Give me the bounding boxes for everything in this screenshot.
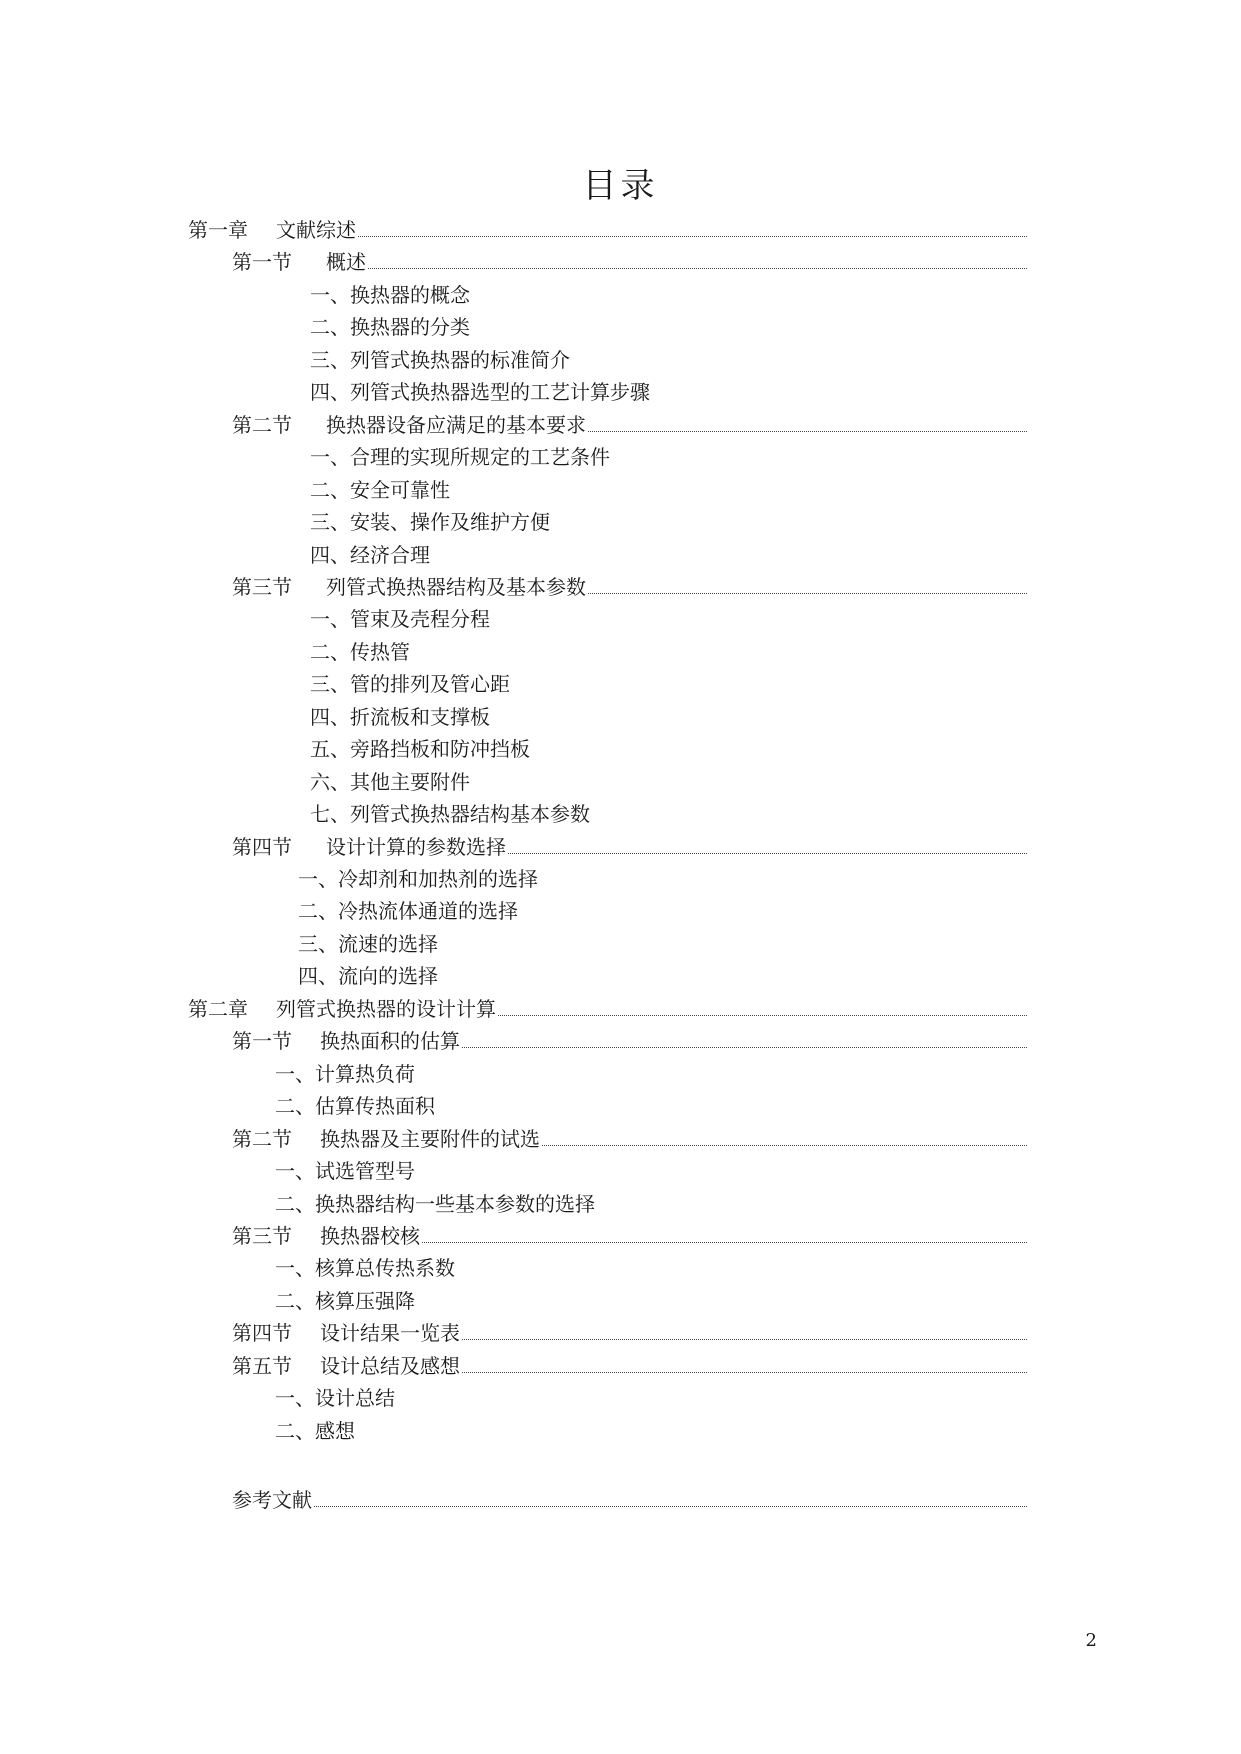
dot-leader <box>462 1372 1027 1373</box>
toc-entry-title: 四、经济合理 <box>310 542 430 567</box>
toc-entry-title: 三、列管式换热器的标准简介 <box>310 347 570 372</box>
dot-leader <box>358 236 1027 237</box>
toc-entry-number: 第二节 <box>232 1126 292 1151</box>
toc-entry-title: 二、安全可靠性 <box>310 477 450 502</box>
toc-entry-title: 一、设计总结 <box>275 1386 395 1411</box>
toc-subentry <box>298 928 438 960</box>
toc-heading <box>232 1025 1027 1057</box>
toc-entry-title: 二、换热器结构一些基本参数的选择 <box>275 1191 595 1216</box>
toc-subentry <box>310 668 510 700</box>
toc-entry-title: 参考文献 <box>232 1488 312 1513</box>
toc-entry-title: 二、冷热流体通道的选择 <box>298 899 518 924</box>
toc-heading <box>232 571 1027 603</box>
toc-entry-number: 第二章 <box>188 996 248 1021</box>
toc-subentry <box>310 733 530 765</box>
toc-entry <box>232 1484 1027 1516</box>
toc-subentry <box>298 863 538 895</box>
dot-leader <box>462 1339 1027 1340</box>
toc-subentry <box>310 539 430 571</box>
toc-entry-number: 第三节 <box>232 574 292 599</box>
toc-entry-title: 七、列管式换热器结构基本参数 <box>310 802 590 827</box>
toc-subentry <box>310 474 450 506</box>
toc-entry-title: 五、旁路挡板和防冲挡板 <box>310 737 530 762</box>
toc-subentry <box>310 441 610 473</box>
toc-subentry <box>275 1155 415 1187</box>
toc-subentry <box>275 1188 595 1220</box>
toc-entry-number: 第五节 <box>232 1353 292 1378</box>
toc-entry-title: 文献综述 <box>276 218 356 242</box>
toc-entry-title: 设计计算的参数选择 <box>326 834 506 859</box>
toc-subentry <box>275 1090 435 1122</box>
dot-leader <box>422 1242 1027 1243</box>
toc-entry-number: 第二节 <box>232 412 292 437</box>
toc-entry-title: 设计总结及感想 <box>320 1353 460 1378</box>
toc-subentry <box>298 960 438 992</box>
toc-subentry <box>310 603 490 635</box>
toc-subentry <box>275 1382 395 1414</box>
toc-entry-title: 三、安装、操作及维护方便 <box>310 510 550 535</box>
toc-heading <box>232 1123 1027 1155</box>
toc-entry-title: 换热器校核 <box>320 1223 420 1248</box>
page-title: 目录 <box>582 166 659 206</box>
toc-entry-title: 二、换热器的分类 <box>310 315 470 340</box>
dot-leader <box>368 268 1027 269</box>
toc-entry-title: 一、核算总传热系数 <box>275 1256 455 1281</box>
toc-entry-title: 二、估算传热面积 <box>275 1094 435 1119</box>
toc-entry-title: 一、管束及壳程分程 <box>310 607 490 632</box>
toc-subentry <box>275 1252 455 1284</box>
toc-heading <box>188 993 1027 1025</box>
toc-subentry <box>310 766 470 798</box>
toc-entry-title: 列管式换热器的设计计算 <box>276 996 496 1021</box>
toc-entry-number: 第三节 <box>232 1223 292 1248</box>
toc-entry-title: 六、其他主要附件 <box>310 769 470 794</box>
toc-entry-title: 设计结果一览表 <box>320 1321 460 1346</box>
page-number: 2 <box>1085 1630 1097 1651</box>
toc-entry-title: 三、流速的选择 <box>298 931 438 956</box>
dot-leader <box>542 1145 1027 1146</box>
toc-heading <box>232 1317 1027 1349</box>
toc-heading <box>232 1350 1027 1382</box>
toc-entry-title: 三、管的排列及管心距 <box>310 672 510 697</box>
toc-heading <box>232 1220 1027 1252</box>
toc-entry-title: 一、合理的实现所规定的工艺条件 <box>310 445 610 470</box>
toc-entry-title: 概述 <box>326 250 366 275</box>
toc-entry-title: 一、冷却剂和加热剂的选择 <box>298 867 538 891</box>
toc-entry-number: 第一节 <box>232 1029 292 1054</box>
toc-entry-title: 列管式换热器结构及基本参数 <box>326 574 586 599</box>
toc-heading <box>232 409 1027 441</box>
toc-subentry <box>310 701 490 733</box>
toc-heading <box>188 214 1027 246</box>
toc-entry-title: 一、计算热负荷 <box>275 1061 415 1086</box>
toc-entry-title: 四、折流板和支撑板 <box>310 704 490 729</box>
toc-entry-title: 二、核算压强降 <box>275 1288 415 1313</box>
toc-subentry <box>310 311 470 343</box>
toc-subentry <box>310 279 470 311</box>
toc-entry-title: 四、流向的选择 <box>298 964 438 989</box>
toc-entry-title: 二、传热管 <box>310 639 410 664</box>
toc-heading <box>232 246 1027 278</box>
dot-leader <box>498 1015 1027 1016</box>
dot-leader <box>588 431 1027 432</box>
toc-entry-number: 第一节 <box>232 250 292 275</box>
toc-subentry <box>310 798 590 830</box>
toc-subentry <box>310 376 650 408</box>
toc-subentry <box>275 1058 415 1090</box>
toc-entry-title: 一、试选管型号 <box>275 1159 415 1184</box>
toc-subentry <box>310 506 550 538</box>
toc-subentry <box>275 1415 355 1447</box>
toc-entry-title: 换热器设备应满足的基本要求 <box>326 412 586 437</box>
toc-entry-title: 换热面积的估算 <box>320 1029 460 1054</box>
toc-subentry <box>298 895 518 927</box>
toc-entry-number: 第四节 <box>232 834 292 859</box>
toc-subentry <box>275 1285 415 1317</box>
dot-leader <box>314 1506 1027 1507</box>
dot-leader <box>508 853 1027 854</box>
toc-entry-title: 四、列管式换热器选型的工艺计算步骤 <box>310 380 650 405</box>
toc-entry-number: 第四节 <box>232 1321 292 1346</box>
toc-subentry <box>310 344 570 376</box>
toc-entry-number: 第一章 <box>188 218 248 242</box>
toc-entry-title: 一、换热器的概念 <box>310 282 470 307</box>
toc-heading <box>232 831 1027 863</box>
toc-entry-title: 二、感想 <box>275 1418 355 1443</box>
toc-entry-title: 换热器及主要附件的试选 <box>320 1126 540 1151</box>
toc-subentry <box>310 636 410 668</box>
dot-leader <box>462 1047 1027 1048</box>
dot-leader <box>588 593 1027 594</box>
